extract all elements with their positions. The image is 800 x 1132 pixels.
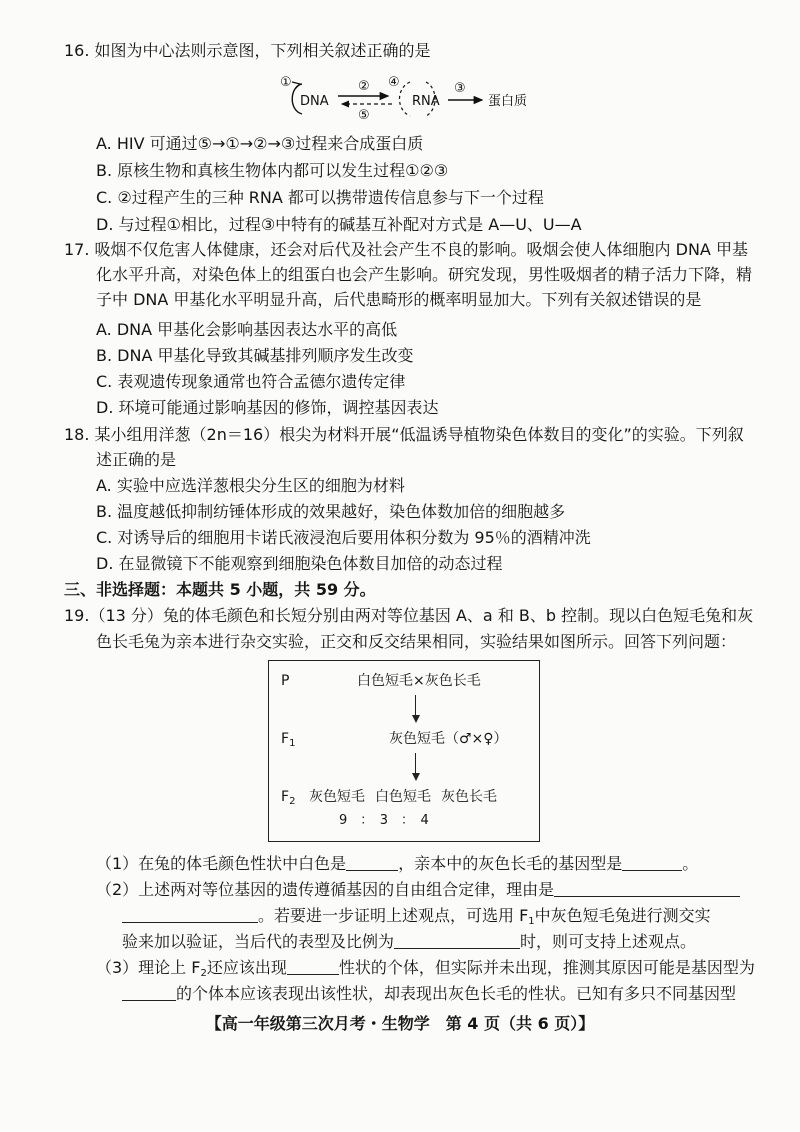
q19-sub3-line-2: 的个体本应该表现出该性状，却表现出灰色长毛的性状。已知有多只不同基因型 (122, 984, 736, 1003)
q18-option-a: A. 实验中应选洋葱根尖分生区的细胞为材料 (96, 476, 405, 495)
protein-label: 蛋白质 (488, 94, 528, 109)
q17-stem-line-1: 17. 吸烟不仅危害人体健康，还会对后代及社会产生不良的影响。吸烟会使人体细胞内 DNA 甲基 (64, 240, 748, 259)
f2-white-short: 白色短毛 (375, 789, 431, 805)
q17-stem-line-2: 化水平升高，对染色体上的组蛋白也会产生影响。研究发现，男性吸烟者的精子活力下降，精 (96, 265, 753, 284)
q16-option-b: B. 原核生物和真核生物体内都可以发生过程①②③ (96, 161, 449, 180)
p-generation-label: P (281, 673, 290, 689)
f2-gray-long: 灰色长毛 (441, 789, 497, 805)
process-2-label: ② (358, 79, 370, 94)
rna-label: RNA (412, 94, 440, 109)
rna-replication-arc (400, 82, 411, 116)
blank-reason-1[interactable] (554, 882, 740, 897)
q18-option-c: C. 对诱导后的细胞用卡诺氏液浸泡后要用体积分数为 95％的酒精冲洗 (96, 528, 591, 547)
q16-option-a: A. HIV 可通过⑤→①→②→③过程来合成蛋白质 (96, 134, 424, 153)
q18-stem-line-2: 述正确的是 (96, 450, 177, 469)
f1-phenotype: 灰色短毛（♂×♀） (389, 731, 508, 747)
q17-option-b: B. DNA 甲基化导致其碱基排列顺序发生改变 (96, 346, 414, 365)
q16-option-c: C. ②过程产生的三种 RNA 都可以携带遗传信息参与下一个过程 (96, 188, 544, 207)
q17-stem-line-3: 子中 DNA 甲基化水平明显升高，后代患畸形的概率明显加大。下列有关叙述错误的是 (96, 290, 702, 309)
blank-testcross-ratio[interactable] (394, 934, 520, 949)
blank-white-trait[interactable] (346, 856, 398, 871)
q17-option-a: A. DNA 甲基化会影响基因表达水平的高低 (96, 320, 398, 339)
q19-sub2-line-1: （2）上述两对等位基因的遗传遵循基因的自由组合定律，理由是 (96, 880, 740, 899)
f2-generation-label: $F_2$ (281, 789, 296, 807)
q18-option-d: D. 在显微镜下不能观察到细胞染色体数目加倍的动态过程 (96, 554, 503, 573)
p-to-f1-arrow (415, 695, 416, 717)
f2-gray-short: 灰色短毛 (309, 789, 365, 805)
blank-reason-2[interactable] (122, 908, 258, 923)
blank-parent-genotype[interactable] (622, 856, 682, 871)
page-footer: 【高一年级第三次月考・生物学 第 4 页（共 6 页）】 (205, 1014, 595, 1033)
parent-cross: 白色短毛×灰色长毛 (357, 673, 481, 689)
section-3-heading: 三、非选择题：本题共 5 小题，共 59 分。 (64, 580, 376, 599)
f1-generation-label: $F_1$ (281, 731, 296, 749)
blank-genotype[interactable] (122, 986, 176, 1001)
blank-missing-trait[interactable] (287, 960, 339, 975)
q19-sub2-line-3: 验来加以验证，当后代的表型及比例为 时，则可支持上述观点。 (122, 932, 697, 951)
process-5-label: ⑤ (358, 108, 370, 122)
dna-label: DNA (300, 94, 329, 109)
f1-to-f2-arrow (415, 753, 416, 775)
q16-option-d: D. 与过程①相比，过程③中特有的碱基互补配对方式是 A—U、U—A (96, 215, 582, 234)
q18-stem-line-1: 18. 某小组用洋葱（2n＝16）根尖为材料开展“低温诱导植物染色体数目的变化”的实验。下列叙 (64, 425, 744, 444)
q19-sub2-line-2: 。若要进一步证明上述观点，可选用 $F_1$中灰色短毛兔进行测交实 (122, 906, 711, 928)
q16-stem: 16. 如图为中心法则示意图，下列相关叙述正确的是 (64, 41, 431, 60)
q19-stem-line-2: 色长毛兔为亲本进行杂交实验，正交和反交结果相同，实验结果如图所示。回答下列问题： (96, 632, 737, 651)
q17-option-c: C. 表观遗传现象通常也符合孟德尔遗传定律 (96, 372, 406, 391)
q18-option-b: B. 温度越低抑制纺锤体形成的效果越好，染色体数加倍的细胞越多 (96, 502, 566, 521)
q19-sub1: （1）在兔的体毛颜色性状中白色是 ，亲本中的灰色长毛的基因型是 。 (96, 854, 699, 873)
process-3-label: ③ (454, 81, 466, 96)
process-4-label: ④ (388, 75, 400, 90)
cross-diagram-box (268, 660, 540, 842)
q19-stem-line-1: 19.（13 分）兔的体毛颜色和长短分别由两对等位基因 A、a 和 B、b 控制。现以白色短毛兔和灰 (64, 606, 754, 625)
q19-sub3-line-1: （3）理论上 $F_2$还应该出现 性状的个体，但实际并未出现，推测其原因可能是基因型为 (96, 958, 755, 979)
f2-ratio: 9 ： 3 ： 4 (339, 813, 429, 828)
process-1-label: ① (280, 75, 292, 90)
q17-option-d: D. 环境可能通过影响基因的修饰，调控基因表达 (96, 398, 439, 417)
central-dogma-diagram (262, 72, 562, 122)
